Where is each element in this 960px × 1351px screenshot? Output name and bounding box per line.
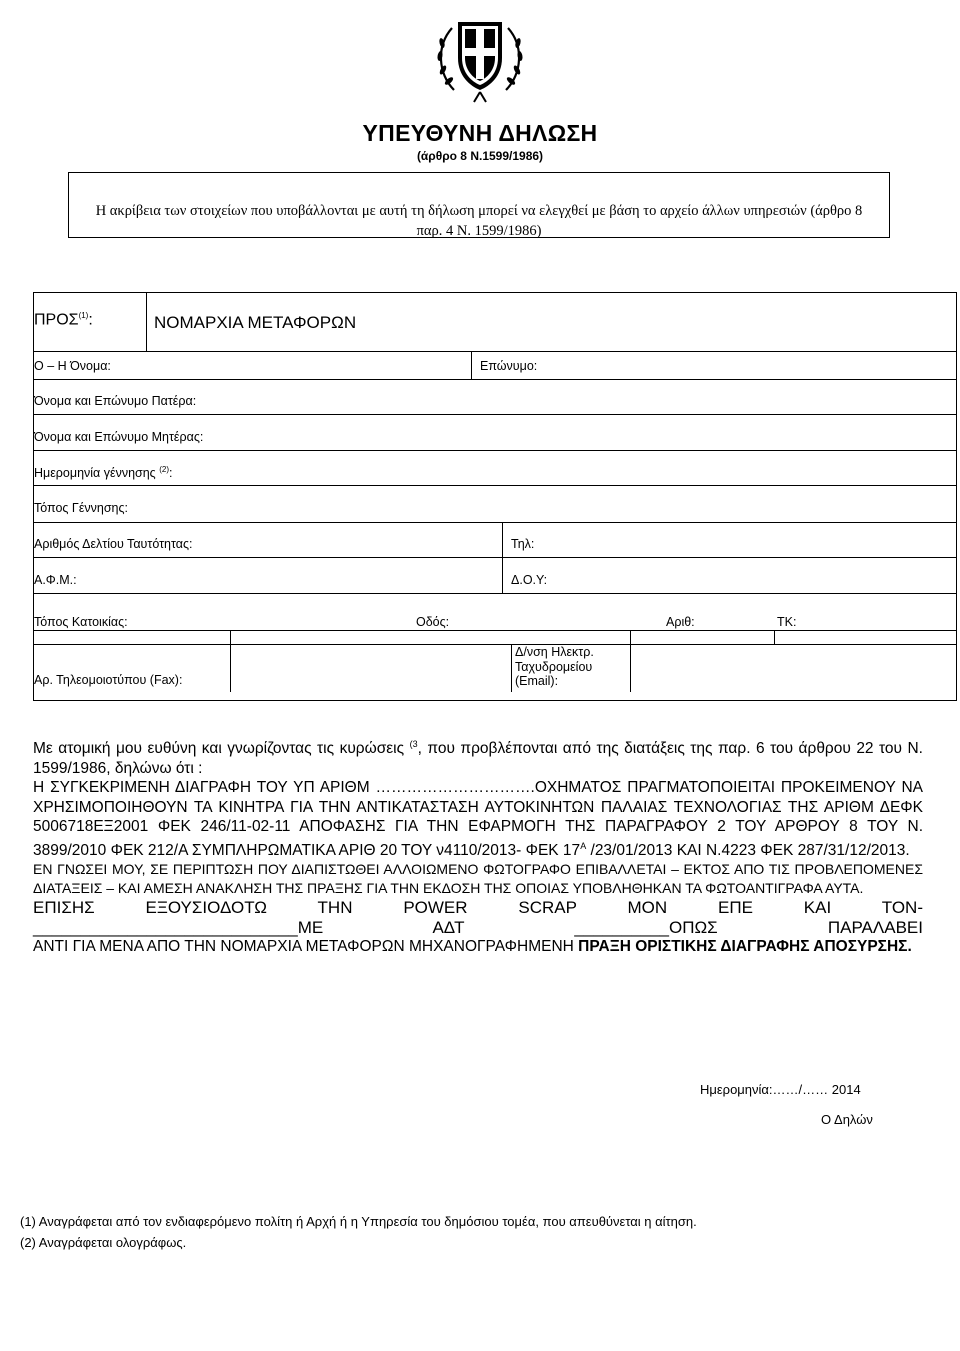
declaration-text: [33, 735, 923, 957]
postcode-label: ΤΚ:: [777, 615, 797, 629]
authorization-line-1: ΕΠΙΣΗΣ ΕΞΟΥΣΙΟΔΟΤΩ ΤΗΝ POWER SCRAP ΜΟΝ ΕΠΕ ΚΑΙ ΤΟΝ-: [33, 898, 923, 918]
to-label: ΠΡΟΣ$^{(1)}$:: [34, 311, 93, 329]
birthdate-label: Ημερομηνία γέννησης $^{(2)}$:: [34, 465, 173, 481]
doy-label: Δ.Ο.Υ:: [511, 573, 548, 587]
declarant-form: [33, 292, 957, 701]
phone-label: Τηλ:: [511, 537, 535, 551]
notice-line-2: παρ. 4 Ν. 1599/1986): [416, 223, 542, 239]
residence-label: Τόπος Κατοικίας:: [34, 615, 128, 629]
mother-name-label: Όνομα και Επώνυμο Μητέρας:: [34, 430, 204, 444]
to-recipient: ΝΟΜΑΡΧΙΑ ΜΕΤΑΦΟΡΩΝ: [154, 313, 357, 332]
document-title: ΥΠΕΥΘΥΝΗ ΔΗΛΩΣΗ: [362, 120, 598, 146]
birthplace-label: Τόπος Γέννησης:: [34, 501, 129, 515]
authorization-line-2: ____________________________ΜΕ ΑΔΤ __________ΟΠΩΣ ΠΑΡΑΛΑΒΕΙ: [33, 917, 923, 937]
declaration-intro: Με ατομική μου ευθύνη και γνωρίζοντας τις κυρώσεις $^{(3}$, που προβλέπονται από της διατάξεις της παρ. 6 του άρθρου 22 του Ν. 1599/1986, δηλώνω ότι :: [33, 739, 923, 777]
id-card-label: Αριθμός Δελτίου Ταυτότητας:: [34, 537, 193, 551]
coat-of-arms-emblem: [430, 8, 530, 108]
notice-line-1: Η ακρίβεια των στοιχείων που υποβάλλονται με αυτή τη δήλωση μπορεί να ελεγχθεί με βάση το αρχείο άλλων υπηρεσιών (άρθρο 8: [95, 203, 863, 219]
name-label: Ο – Η Όνομα:: [34, 359, 111, 373]
date-field: Ημερομηνία:……/…… 2014: [700, 1082, 861, 1097]
declaration-paragraph-1: Η ΣΥΓΚΕΚΡΙΜΕΝΗ ΔΙΑΓΡΑΦΗ ΤΟΥ ΥΠ ΑΡΙΘΜ ………………………….ΟΧΗΜΑΤΟΣ ΠΡΑΓΜΑΤΟΠΟΙΕΙΤΑΙ ΠΡΟΚΕΙΜΕΝΟΥ ΝΑ ΧΡΗΣΙΜΟΠΟΙΗΘΟΥΝ ΤΑ ΚΙΝΗΤΡΑ ΓΙΑ ΤΗΝ ΑΝΤΙΚΑΤΑΣΤΑΣΗ ΑΥΤΟΚΙΝΗΤΩΝ ΠΑΛΑΙΑΣ ΤΕΧΝΟΛΟΓΙΑΣ ΤΗΣ ΑΡΙΘΜ ΔΕΦΚ 5006718ΕΞ2001 ΦΕΚ 246/11-02-11 ΑΠΟΦΑΣΗΣ ΓΙΑ ΤΗΝ ΕΦΑΡΜΟΓΗ ΤΗΣ ΠΑΡΑΓΡΑΦΟΥ 2 ΤΟΥ ΑΡΘΡΟΥ 8 ΤΟΥ Ν. 3899/2010 ΦΕΚ 212/Α ΣΥΜΠΛΗΡΩΜΑΤΙΚΑ ΑΡΙΘ 20 ΤΟΥ ν4110/2013- ΦΕΚ $17^A$ /23/01/2013 ΚΑΙ Ν.4223 ΦΕΚ 287/31/12/2013.: [33, 779, 923, 859]
number-label: Αριθ:: [666, 615, 695, 629]
surname-label: Επώνυμο:: [480, 359, 538, 373]
footnote-2: (2) Αναγράφεται ολογράφως.: [20, 1235, 187, 1250]
authorization-line-3: ΑΝΤΙ ΓΙΑ ΜΕΝΑ ΑΠΟ ΤΗΝ ΝΟΜΑΡΧΙΑ ΜΕΤΑΦΟΡΩΝ ΜΗΧΑΝΟΓΡΑΦΗΜΕΝΗ ΠΡΑΞΗ ΟΡΙΣΤΙΚΗΣ ΔΙΑΓΡΑΦΗΣ ΑΠΟΣΥΡΣΗΣ.: [33, 938, 912, 956]
email-label: Δ/νση Ηλεκτρ. Ταχυδρομείου (Email):: [515, 645, 594, 688]
fax-label: Αρ. Τηλεομοιοτύπου (Fax):: [34, 673, 183, 687]
street-label: Οδός:: [416, 615, 450, 629]
document-subtitle: (άρθρο 8 Ν.1599/1986): [416, 149, 544, 163]
declaration-paragraph-2: ΕΝ ΓΝΩΣΕΙ ΜΟΥ, ΣΕ ΠΕΡΙΠΤΩΣΗ ΠΟΥ ΔΙΑΠΙΣΤΩΘΕΙ ΑΛΛΟΙΩΜΕΝΟ ΦΩΤΟΓΡΑΦΟ ΕΠΙΒΑΛΛΕΤΑΙ – ΕΚΤΟΣ ΑΠΟ ΤΙΣ ΠΡΟΒΛΕΠΟΜΕΝΕΣ ΔΙΑΤΑΞΕΙΣ – ΚΑΙ ΑΜΕΣΗ ΑΝΑΚΛΗΣΗ ΤΗΣ ΠΡΑΞΗΣ ΓΙΑ ΤΗΝ ΕΚΔΟΣΗ ΤΗΣ ΟΠΟΙΑΣ ΥΠΟΒΛΗΘΗΚΑΝ ΤΑ ΦΩΤΟΑΝΤΙΓΡΑΦΑ ΑΥΤΑ.: [33, 861, 923, 897]
afm-label: Α.Φ.Μ.:: [34, 573, 77, 587]
father-name-label: Όνομα και Επώνυμο Πατέρα:: [34, 394, 197, 408]
verification-notice: [68, 172, 890, 238]
footnote-1: (1) Αναγράφεται από τον ενδιαφερόμενο πολίτη ή Αρχή ή η Υπηρεσία του δημόσιου τομέα, που απευθύνεται η αίτηση.: [20, 1214, 697, 1229]
signer-label: Ο Δηλών: [821, 1112, 873, 1127]
